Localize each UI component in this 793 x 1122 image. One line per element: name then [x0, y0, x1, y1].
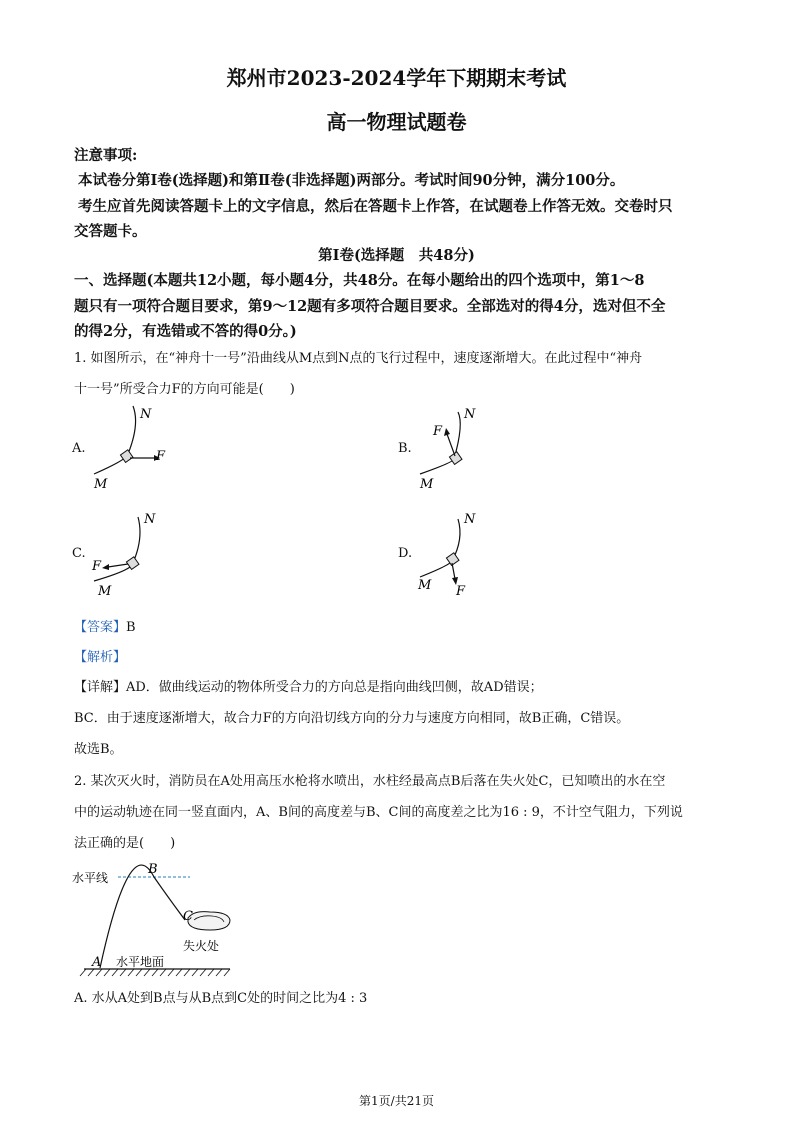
notice-heading: 注意事项:: [74, 147, 138, 164]
q1-stem-line-1: 1. 如图所示，在“神舟十一号”沿曲线从M点到N点的飞行过程中，速度逐渐增大。在此过程中“神舟: [74, 351, 643, 366]
force-arrow: [452, 563, 455, 579]
exam-title: 郑州市2023-2024学年下期期末考试: [226, 66, 567, 90]
force-arrow: [447, 434, 455, 456]
page-footer: 第1页/共21页: [359, 1094, 434, 1108]
q2-option-a: A. 水从A处到B点与从B点到C处的时间之比为4 : 3: [74, 991, 368, 1006]
exam-subtitle: 高一物理试题卷: [326, 110, 467, 134]
spacecraft-icon: [449, 452, 462, 465]
q1-stem-line-2: 十一号”所受合力F的方向可能是( ): [74, 382, 295, 397]
ground-hatch: [80, 969, 230, 976]
label-n: N: [140, 407, 152, 422]
water-trajectory: [100, 865, 185, 968]
part1-title: 第Ⅰ卷(选择题 共48分): [318, 247, 475, 264]
q2-stem-line-2: 中的运动轨迹在同一竖直面内，A、B间的高度差与B、C间的高度差之比为16 : 9，不计空气阻力，下列说: [74, 805, 683, 820]
notice-line-2: 考生应首先阅读答题卡上的文字信息，然后在答题卡上作答，在试题卷上作答无效。交卷时只: [78, 198, 673, 215]
q1-answer-row: [74, 618, 136, 638]
q1-option-b-figure: [414, 404, 514, 494]
arrowhead-icon: [102, 564, 109, 570]
label-f: F: [92, 559, 102, 574]
label-f: F: [156, 449, 166, 464]
q1-option-d-label: D.: [398, 546, 413, 561]
label-m: M: [418, 578, 432, 593]
q2-stem-line-1: 2. 某次灭火时，消防员在A处用高压水枪将水喷出，水柱经最高点B后落在失火处C，已知喷出的水在空: [74, 774, 666, 789]
q1-option-c-figure: [88, 509, 188, 599]
trajectory-curve: [94, 406, 136, 474]
label-ground: 水平地面: [116, 955, 165, 969]
trajectory-curve: [420, 519, 460, 577]
part1-instruction-2: 题只有一项符合题目要求，第9～12题有多项符合题目要求。全部选对的得4分，选对但不全: [74, 298, 666, 315]
label-m: M: [98, 584, 112, 599]
q1-option-c-label: C.: [72, 546, 86, 561]
q1-detail-line-1: 【详解】AD．做曲线运动的物体所受合力的方向总是指向曲线凹侧，故AD错误；: [74, 680, 543, 695]
q1-detail-line-2: BC．由于速度逐渐增大，故合力F的方向沿切线方向的分力与速度方向相同，故B正确，C错误。: [74, 711, 630, 726]
answer-value: B: [126, 620, 136, 635]
q2-stem-line-3: 法正确的是( ): [74, 836, 176, 851]
label-n: N: [144, 512, 156, 527]
spacecraft-icon: [120, 450, 133, 463]
force-arrow: [108, 564, 128, 567]
part1-instruction-3: 的得2分，有选错或不答的得0分。): [74, 323, 297, 340]
label-m: M: [94, 477, 108, 492]
notice-line-1: 本试卷分第Ⅰ卷(选择题)和第Ⅱ卷(非选择题)两部分。考试时间90分钟，满分100分。: [78, 172, 625, 189]
part1-instruction-1: 一、选择题(本题共12小题，每小题4分，共48分。在每小题给出的四个选项中，第1～8: [74, 272, 645, 289]
q1-detail-line-3: 故选B。: [74, 742, 123, 757]
label-f: F: [456, 584, 466, 599]
notice-line-3: 交答题卡。: [74, 223, 147, 240]
label-c: C: [183, 909, 193, 924]
q1-option-a-label: A.: [72, 441, 86, 456]
q1-option-d-figure: [414, 509, 514, 599]
label-n: N: [464, 407, 476, 422]
answer-label: 【答案】: [74, 620, 127, 635]
label-horizontal-line: 水平线: [72, 871, 109, 885]
label-m: M: [420, 477, 434, 492]
label-a: A: [92, 955, 102, 970]
label-b: B: [148, 862, 158, 877]
arrowhead-icon: [444, 428, 450, 436]
label-fire: 失火处: [183, 939, 220, 953]
label-n: N: [464, 512, 476, 527]
q2-figure: [70, 860, 240, 980]
analysis-label: 【解析】: [74, 650, 127, 665]
label-f: F: [433, 424, 443, 439]
q1-option-b-label: B.: [398, 441, 412, 456]
q1-option-a-figure: [88, 404, 188, 494]
